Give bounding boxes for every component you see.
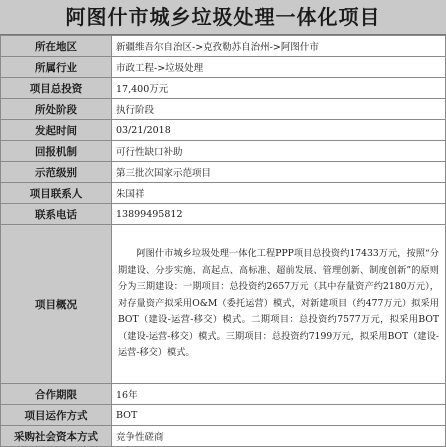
row-label-overview: 项目概况 [1, 225, 112, 384]
row-label-operation-mode: 项目运作方式 [1, 405, 112, 426]
row-label-industry: 所属行业 [1, 57, 112, 78]
row-label-start-date: 发起时间 [1, 120, 112, 141]
document-title: 阿图什市城乡垃圾处理一体化项目 [0, 0, 446, 35]
table-row [1, 183, 446, 204]
row-label-term: 合作期限 [1, 384, 112, 405]
row-value-start-date: 03/21/2018 [112, 120, 446, 141]
row-label-demo-level: 示范级别 [1, 162, 112, 183]
row-value-return-mechanism: 可行性缺口补助 [112, 141, 446, 162]
row-value-stage: 执行阶段 [112, 99, 446, 120]
project-info-table [0, 35, 446, 447]
table-row [1, 99, 446, 120]
row-label-return-mechanism: 回报机制 [1, 141, 112, 162]
table-row [1, 204, 446, 225]
table-row [1, 405, 446, 426]
row-value-term: 16年 [112, 384, 446, 405]
table-row [1, 225, 446, 384]
table-row [1, 426, 446, 447]
row-label-contact: 项目联系人 [1, 183, 112, 204]
row-value-phone: 13899495812 [112, 204, 446, 225]
row-label-procurement: 采购社会资本方式 [1, 426, 112, 447]
row-value-overview: 阿图什市城乡垃圾处理一体化工程PPP项目总投资约17433万元，按照“分期建设、分步实施、高起点、高标准、超前发展、管理创新、制度创新”的原则分为三期建设：一期项目：总投资约2657万元（其中存量资产约2180万元），对存量资产拟采用O&M（委托运营）模式，对新建项目（约477万元）拟采用BOT（建设-运营-移交）模式。二期项目：总投资约7577万元，拟采用BOT（建设-运营-移交）模式。三期项目：总投资约7199万元，拟采用BOT（建设-运营-移交）模式。 [112, 225, 446, 384]
table-row [1, 162, 446, 183]
row-value-procurement: 竞争性磋商 [112, 426, 446, 447]
row-value-location: 新疆维吾尔自治区->克孜勒苏自治州->阿图什市 [112, 36, 446, 57]
table-row [1, 141, 446, 162]
table-row [1, 120, 446, 141]
row-label-location: 所在地区 [1, 36, 112, 57]
row-value-operation-mode: BOT [112, 405, 446, 426]
row-value-industry: 市政工程->垃圾处理 [112, 57, 446, 78]
row-value-investment: 17,400万元 [112, 78, 446, 99]
row-value-demo-level: 第三批次国家示范项目 [112, 162, 446, 183]
table-row [1, 384, 446, 405]
row-label-phone: 联系电话 [1, 204, 112, 225]
table-row [1, 36, 446, 57]
table-row [1, 78, 446, 99]
table-row [1, 57, 446, 78]
row-label-investment: 项目总投资 [1, 78, 112, 99]
row-value-contact: 朱国祥 [112, 183, 446, 204]
row-label-stage: 所处阶段 [1, 99, 112, 120]
